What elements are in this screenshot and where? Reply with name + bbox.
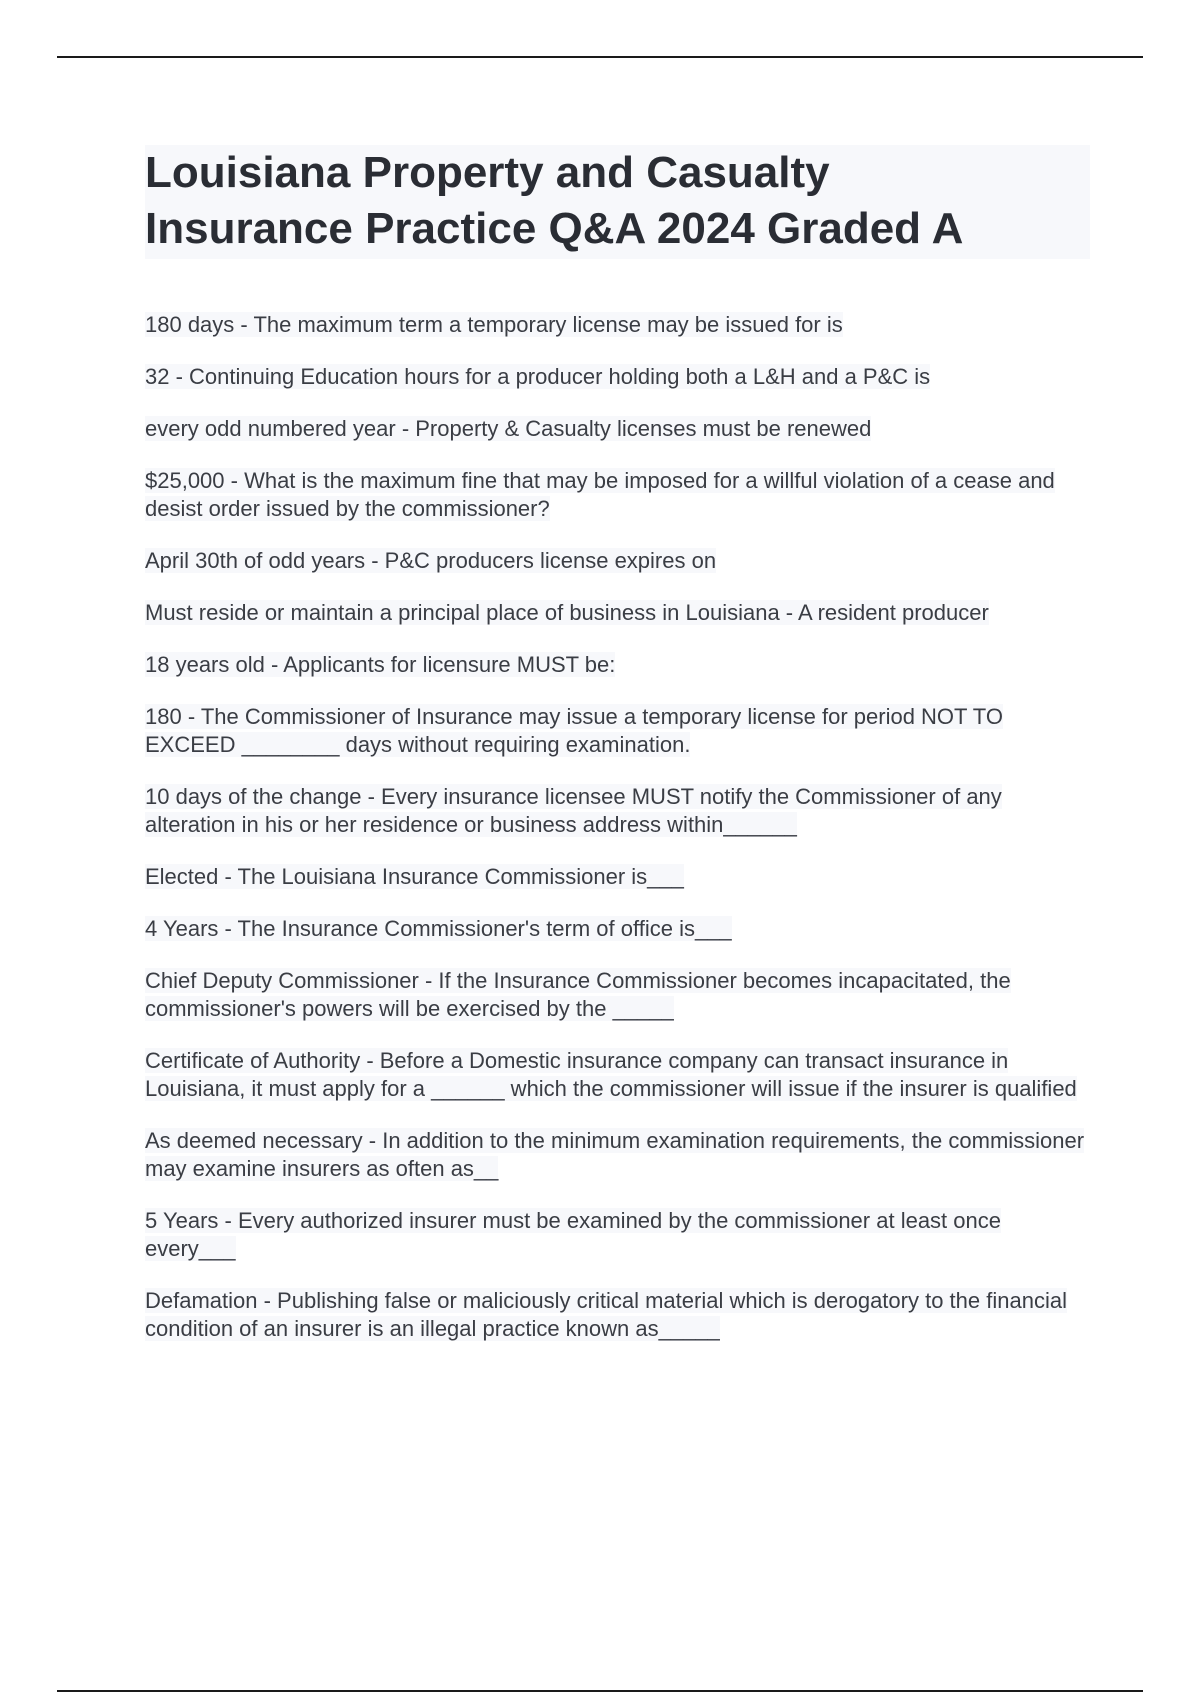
qa-item bbox=[145, 1047, 1095, 1103]
qa-text: Must reside or maintain a principal place of business in Louisiana - A resident producer bbox=[145, 600, 989, 625]
qa-item bbox=[145, 415, 1095, 443]
qa-item bbox=[145, 783, 1095, 839]
qa-item bbox=[145, 1207, 1095, 1263]
qa-item bbox=[145, 915, 1095, 943]
qa-text: As deemed necessary - In addition to the minimum examination requirements, the commissioner may examine insurers as often as__ bbox=[145, 1128, 1085, 1181]
qa-text: every odd numbered year - Property & Casualty licenses must be renewed bbox=[145, 416, 872, 441]
qa-text: 5 Years - Every authorized insurer must be examined by the commissioner at least once every___ bbox=[145, 1208, 1001, 1261]
qa-text: 18 years old - Applicants for licensure MUST be: bbox=[145, 652, 616, 677]
title-line: Louisiana Property and Casualty bbox=[145, 148, 830, 197]
qa-text: April 30th of odd years - P&C producers license expires on bbox=[145, 548, 717, 573]
top-rule bbox=[57, 56, 1143, 58]
qa-text: Defamation - Publishing false or maliciously critical material which is derogatory to the financial condition of an insurer is an illegal practice known as_____ bbox=[145, 1288, 1067, 1341]
qa-text: Elected - The Louisiana Insurance Commissioner is___ bbox=[145, 864, 684, 889]
qa-item bbox=[145, 1287, 1095, 1343]
qa-item bbox=[145, 547, 1095, 575]
qa-text: $25,000 - What is the maximum fine that may be imposed for a willful violation of a cease and desist order issued by the commissioner? bbox=[145, 468, 1055, 521]
qa-text: 180 days - The maximum term a temporary license may be issued for is bbox=[145, 312, 843, 337]
qa-text: 10 days of the change - Every insurance licensee MUST notify the Commissioner of any alteration in his or her residence or business address within______ bbox=[145, 784, 1002, 837]
qa-text: Certificate of Authority - Before a Domestic insurance company can transact insurance in Louisiana, it must apply for a ______ which the commissioner will issue if the insurer is qualified bbox=[145, 1048, 1077, 1101]
qa-item bbox=[145, 1127, 1095, 1183]
qa-item bbox=[145, 599, 1095, 627]
qa-text: 4 Years - The Insurance Commissioner's term of office is___ bbox=[145, 916, 732, 941]
qa-list bbox=[145, 311, 1095, 1343]
qa-item bbox=[145, 311, 1095, 339]
qa-text: 32 - Continuing Education hours for a producer holding both a L&H and a P&C is bbox=[145, 364, 931, 389]
bottom-rule bbox=[57, 1690, 1143, 1692]
qa-item bbox=[145, 703, 1095, 759]
qa-item bbox=[145, 363, 1095, 391]
qa-item bbox=[145, 467, 1095, 523]
title-line: Insurance Practice Q&A 2024 Graded A bbox=[145, 204, 964, 253]
document-body bbox=[145, 145, 1095, 1367]
qa-text: 180 - The Commissioner of Insurance may issue a temporary license for period NOT TO EXCEED ________ days without requiring examination. bbox=[145, 704, 1003, 757]
document-title bbox=[145, 145, 1090, 259]
qa-text: Chief Deputy Commissioner - If the Insurance Commissioner becomes incapacitated, the commissioner's powers will be exercised by the _____ bbox=[145, 968, 1011, 1021]
qa-item bbox=[145, 651, 1095, 679]
qa-item bbox=[145, 863, 1095, 891]
qa-item bbox=[145, 967, 1095, 1023]
